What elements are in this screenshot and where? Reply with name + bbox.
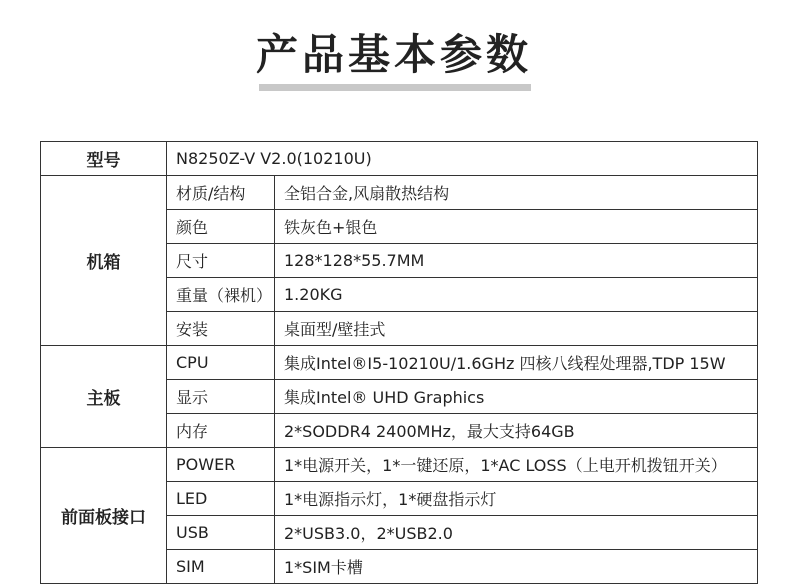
spec-value: 2*SODDR4 2400MHz，最大支持64GB [275,414,758,448]
mainboard-label: 主板 [41,346,167,448]
spec-key: 颜色 [167,210,275,244]
table-row [41,448,758,482]
spec-value: 全铝合金,风扇散热结构 [275,176,758,210]
table-row [41,176,758,210]
spec-value: 桌面型/壁挂式 [275,312,758,346]
spec-key: SIM [167,550,275,584]
spec-table [40,141,758,584]
spec-key: POWER [167,448,275,482]
spec-key: 内存 [167,414,275,448]
spec-value: 2*USB3.0，2*USB2.0 [275,516,758,550]
spec-key: 尺寸 [167,244,275,278]
model-value: N8250Z-V V2.0(10210U) [167,142,758,176]
spec-value: 集成Intel®I5-10210U/1.6GHz 四核八线程处理器,TDP 15W [275,346,758,380]
spec-key: 重量（裸机） [167,278,275,312]
table-row [41,142,758,176]
spec-key: USB [167,516,275,550]
spec-value: 铁灰色+银色 [275,210,758,244]
title-underline [259,84,531,91]
spec-value: 1*电源开关，1*一键还原，1*AC LOSS（上电开机拨钮开关） [275,448,758,482]
chassis-label: 机箱 [41,176,167,346]
spec-value: 1*SIM卡槽 [275,550,758,584]
spec-key: 显示 [167,380,275,414]
spec-value: 1*电源指示灯，1*硬盘指示灯 [275,482,758,516]
page-title: 产品基本参数 [255,30,532,79]
spec-key: 安装 [167,312,275,346]
front-panel-label: 前面板接口 [41,448,167,584]
spec-key: CPU [167,346,275,380]
model-label: 型号 [41,142,167,176]
spec-key: 材质/结构 [167,176,275,210]
spec-key: LED [167,482,275,516]
spec-value: 集成Intel® UHD Graphics [275,380,758,414]
spec-value: 1.20KG [275,278,758,312]
spec-value: 128*128*55.7MM [275,244,758,278]
table-row [41,346,758,380]
